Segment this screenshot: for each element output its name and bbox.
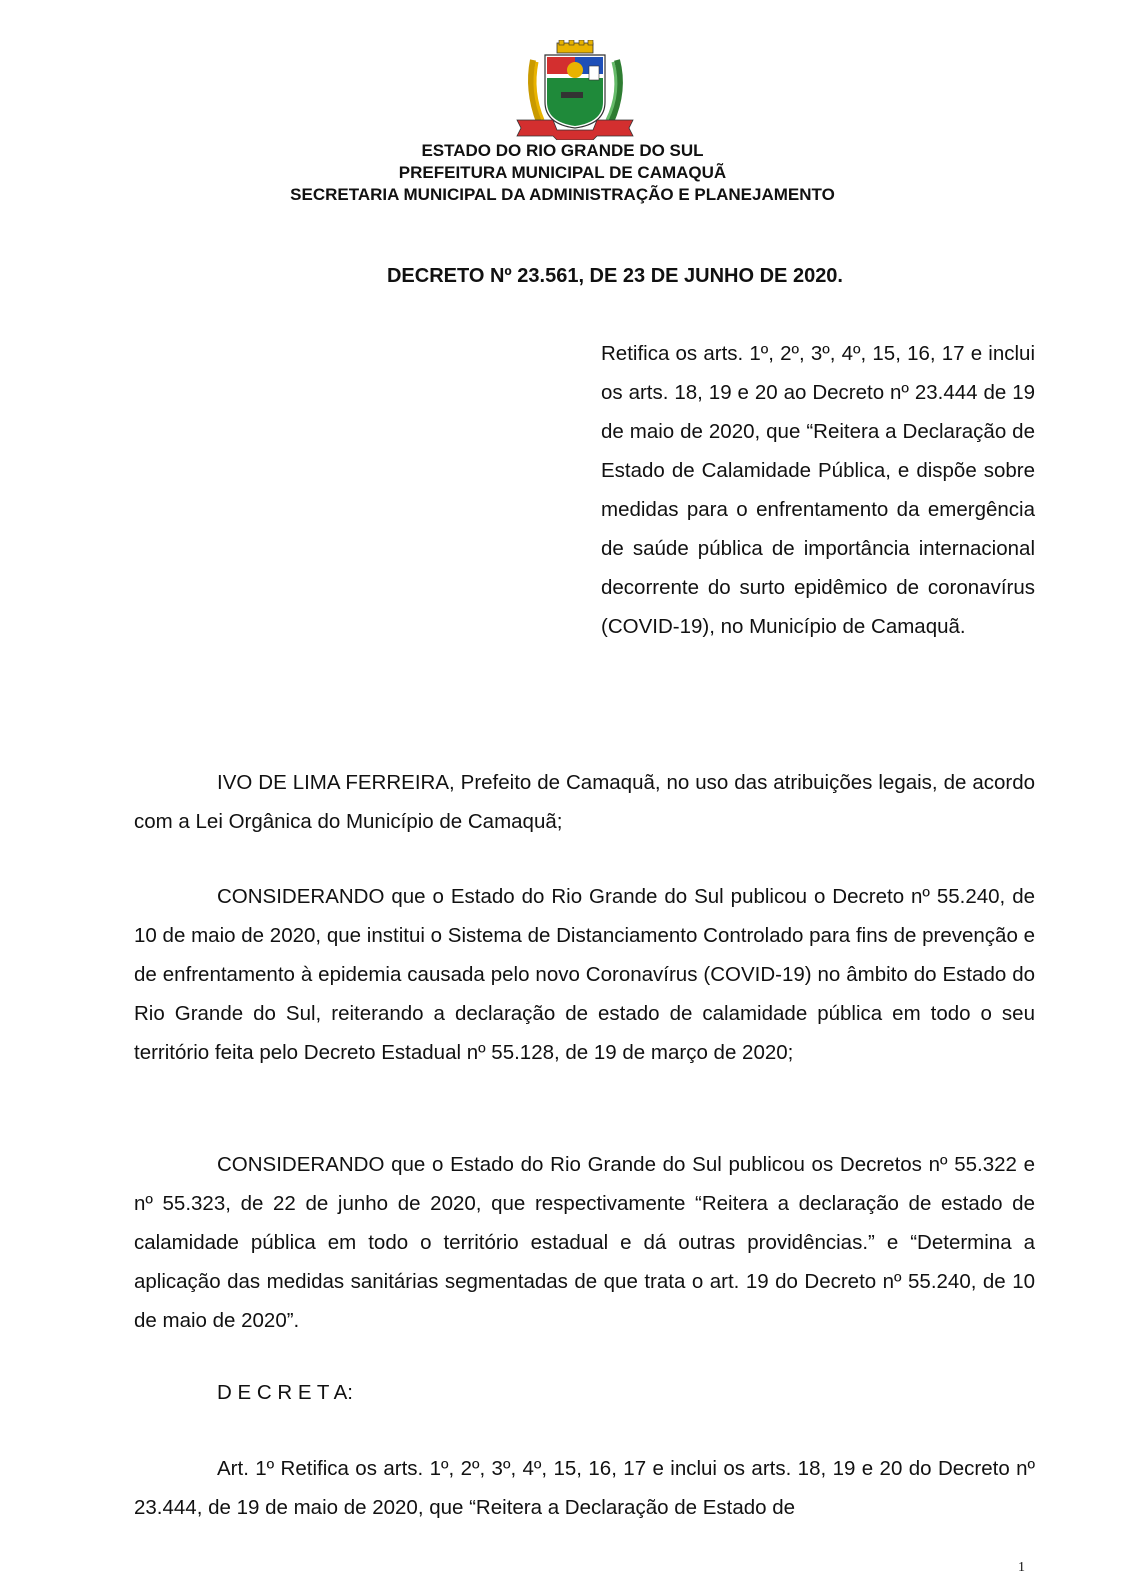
document-header — [0, 140, 1125, 206]
paragraph-decreta — [134, 1373, 1035, 1412]
page-number: 1 — [1018, 1560, 1025, 1575]
header-secretariat: SECRETARIA MUNICIPAL DA ADMINISTRAÇÃO E PLANEJAMENTO — [290, 185, 835, 204]
paragraph-text: Art. 1º Retifica os arts. 1º, 2º, 3º, 4º, 15, 16, 17 e inclui os arts. 18, 19 e 20 do Decreto nº 23.444, de 19 de maio de 2020, que “Reitera a Declaração de Estado de — [134, 1457, 1035, 1519]
paragraph-text: IVO DE LIMA FERREIRA, Prefeito de Camaquã, no uso das atribuições legais, de acordo com a Lei Orgânica do Município de Camaquã; — [134, 771, 1035, 833]
paragraph-considering-1 — [134, 877, 1035, 1072]
paragraph-considering-2 — [134, 1145, 1035, 1340]
decree-title: DECRETO Nº 23.561, DE 23 DE JUNHO DE 2020. — [386, 265, 843, 287]
coat-of-arms-icon — [513, 40, 637, 140]
decree-summary: Retifica os arts. 1º, 2º, 3º, 4º, 15, 16, 17 e inclui os arts. 18, 19 e 20 ao Decreto nº 23.444 de 19 de maio de 2020, que “Reitera a Declaração de Estado de Calamidade Pública, e dispõe sobre medidas para o enfrentamento da emergência de saúde pública de importância internacional decorrente do surto epidêmico de coronavírus (COVID-19), no Município de Camaquã. — [601, 342, 1035, 638]
paragraph-article-1 — [134, 1449, 1035, 1527]
paragraph-text: D E C R E T A: — [217, 1381, 353, 1404]
header-state: ESTADO DO RIO GRANDE DO SUL — [421, 141, 704, 160]
header-city-hall: PREFEITURA MUNICIPAL DE CAMAQUÃ — [398, 163, 727, 182]
paragraph-text: CONSIDERANDO que o Estado do Rio Grande do Sul publicou os Decretos nº 55.322 e nº 55.323, de 22 de junho de 2020, que respectivamente “Reitera a declaração de estado de calamidade pública em todo o território estadual e dá outras providências.” e “Determina a aplicação das medidas sanitárias segmentadas de que trata o art. 19 do Decreto nº 55.240, de 10 de maio de 2020”. — [134, 1153, 1035, 1332]
paragraph-text: CONSIDERANDO que o Estado do Rio Grande do Sul publicou o Decreto nº 55.240, de 10 de maio de 2020, que institui o Sistema de Distanciamento Controlado para fins de prevenção e de enfrentamento à epidemia causada pelo novo Coronavírus (COVID-19) no âmbito do Estado do Rio Grande do Sul, reiterando a declaração de estado de calamidade pública em todo o seu território feita pelo Decreto Estadual nº 55.128, de 19 de março de 2020; — [134, 885, 1035, 1064]
paragraph-preamble — [134, 763, 1035, 841]
